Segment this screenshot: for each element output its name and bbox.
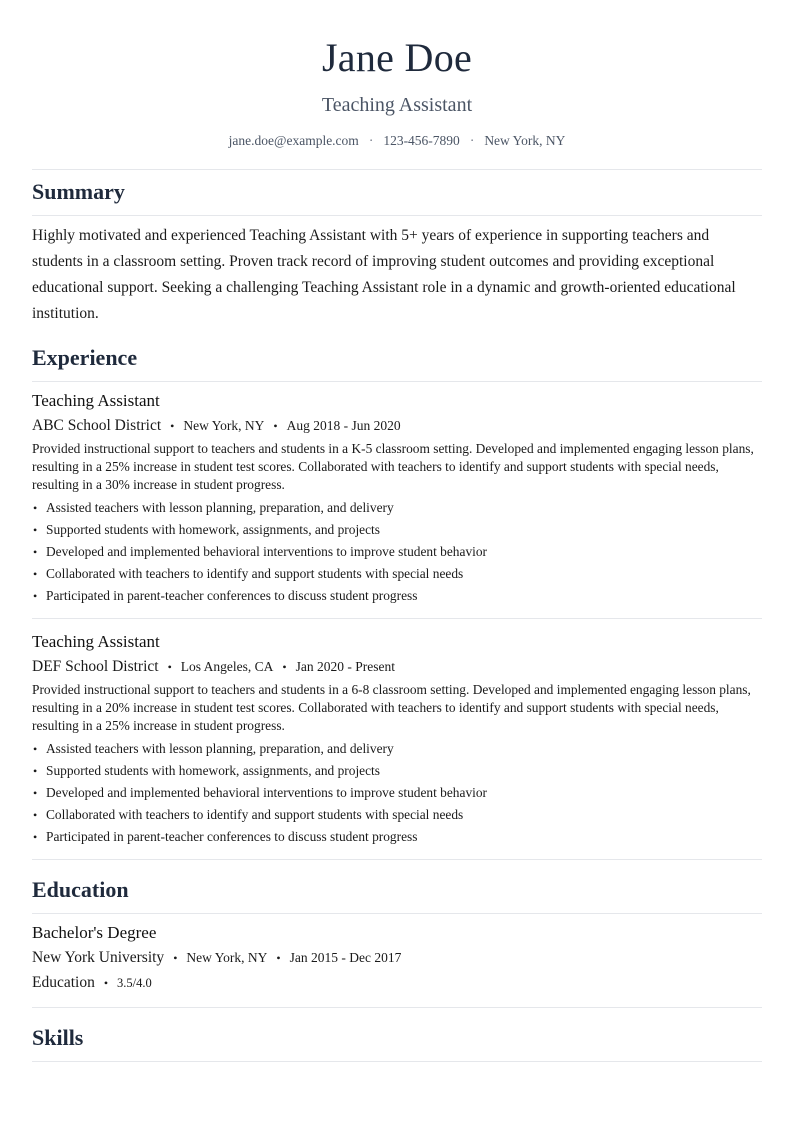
bullet-icon: • [33,501,38,515]
education-gpa: 3.5/4.0 [117,976,152,990]
job-dates: Aug 2018 - Jun 2020 [286,418,401,433]
bullet-icon: • [33,523,38,537]
education-meta [32,949,762,967]
list-item-text: Developed and implemented behavioral interventions to improve student behavior [46,544,488,559]
job-bullet-list [32,738,762,848]
education-location: New York, NY [186,950,268,965]
candidate-title: Teaching Assistant [321,94,473,116]
contact-phone[interactable]: 123-456-7890 [383,133,460,148]
job-organization: DEF School District [32,658,159,675]
contact-location: New York, NY [484,133,566,148]
section-heading-education: Education [32,877,129,902]
education-entry [32,922,762,992]
list-item [32,738,762,760]
meta-bullet: • [276,951,281,965]
bullet-icon: • [33,742,38,756]
bullet-icon: • [33,545,38,559]
list-item-text: Supported students with homework, assignments, and projects [46,763,380,778]
meta-bullet: • [103,976,109,990]
list-item-text: Collaborated with teachers to identify and support students with special needs [46,807,464,822]
job-meta [32,417,762,435]
job-bullet-list [32,497,762,607]
summary-text: Highly motivated and experienced Teaching Assistant with 5+ years of experience in supporting teachers and students in a classroom setting. Proven track record of improving student outcomes and providing exceptional educational support. Seeking a challenging Teaching Assistant role in a dynamic and growth-oriented educational institution. [32,227,736,322]
list-item [32,804,762,826]
meta-bullet: • [173,951,178,965]
degree-title: Bachelor's Degree [32,923,157,942]
meta-bullet: • [273,419,278,433]
contact-separator: · [469,133,475,148]
experience-entry [32,631,762,848]
list-item [32,760,762,782]
education-dates: Jan 2015 - Dec 2017 [289,950,402,965]
job-organization: ABC School District [32,417,162,434]
list-item-text: Developed and implemented behavioral interventions to improve student behavior [46,785,488,800]
meta-bullet: • [167,660,172,674]
job-location: Los Angeles, CA [180,659,274,674]
resume-header [32,0,762,150]
job-meta [32,658,762,676]
candidate-name: Jane Doe [321,35,473,80]
section-heading-skills: Skills [32,1025,84,1050]
list-item [32,497,762,519]
section-heading-experience: Experience [32,345,138,370]
divider [32,913,762,914]
divider [32,381,762,382]
list-item [32,826,762,848]
education-institution: New York University [32,949,165,966]
divider [32,859,762,860]
job-description: Provided instructional support to teachers and students in a K-5 classroom setting. Developed and implemented engaging lesson plans, resulting in a 25% increase in student test scores. Collaborated with teachers to identify and support students with special needs, resulting in a 30% increase in student progress. [32,441,754,492]
list-item [32,585,762,607]
list-item [32,541,762,563]
list-item-text: Collaborated with teachers to identify and support students with special needs [46,566,464,581]
contact-email[interactable]: jane.doe@example.com [228,133,359,148]
list-item-text: Participated in parent-teacher conferences to discuss student progress [46,588,418,603]
education-field-meta [32,974,762,992]
list-item [32,563,762,585]
divider [32,215,762,216]
bullet-icon: • [33,808,38,822]
divider [32,618,762,619]
experience-entry [32,390,762,607]
divider [32,1061,762,1062]
bullet-icon: • [33,786,38,800]
bullet-icon: • [33,830,38,844]
list-item-text: Supported students with homework, assignments, and projects [46,522,380,537]
list-item [32,782,762,804]
job-title: Teaching Assistant [32,632,160,651]
job-description: Provided instructional support to teachers and students in a 6-8 classroom setting. Developed and implemented engaging lesson plans, resulting in a 20% increase in student test scores. Collaborated with teachers to identify and support students with special needs, resulting in a 25% increase in student progress. [32,682,751,733]
list-item-text: Assisted teachers with lesson planning, preparation, and delivery [46,741,394,756]
section-heading-summary: Summary [32,179,125,204]
list-item-text: Assisted teachers with lesson planning, preparation, and delivery [46,500,394,515]
contact-line [32,132,762,150]
bullet-icon: • [33,764,38,778]
education-field: Education [32,974,95,991]
job-location: New York, NY [183,418,265,433]
resume-page [32,0,762,1050]
meta-bullet: • [170,419,175,433]
job-title: Teaching Assistant [32,391,160,410]
bullet-icon: • [33,567,38,581]
contact-separator: · [368,133,374,148]
bullet-icon: • [33,589,38,603]
divider [32,1007,762,1008]
job-dates: Jan 2020 - Present [295,659,395,674]
meta-bullet: • [282,660,287,674]
divider [32,169,762,170]
list-item [32,519,762,541]
list-item-text: Participated in parent-teacher conferences to discuss student progress [46,829,418,844]
